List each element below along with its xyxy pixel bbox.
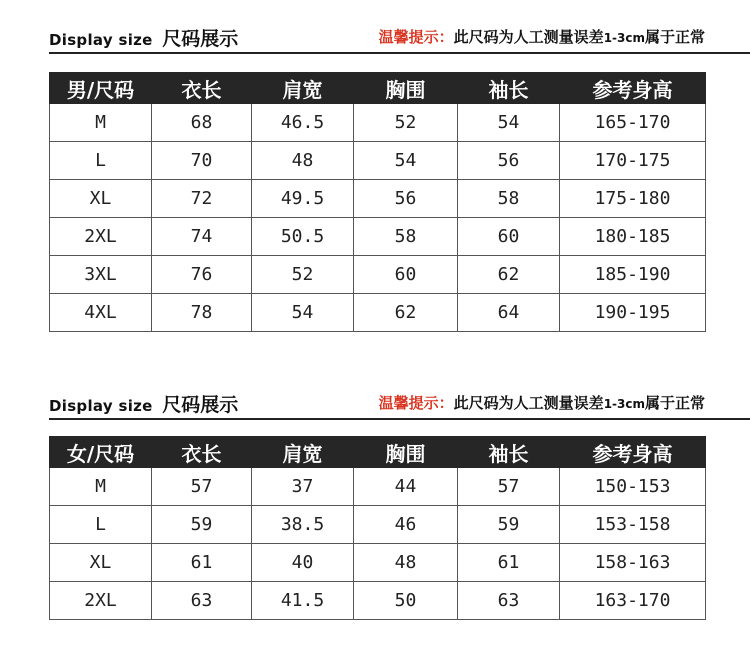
measurement-cell: 46 (354, 506, 458, 544)
measurement-cell: 158-163 (560, 544, 706, 582)
size-chart-women (49, 384, 705, 611)
chart-title (49, 390, 238, 417)
chart-title-zh: 尺码展示 (162, 28, 239, 50)
measurement-cell: 180-185 (560, 218, 706, 256)
measurement-cell: 40 (252, 544, 354, 582)
measurement-cell: 165-170 (560, 104, 706, 142)
measurement-cell: 63 (152, 582, 252, 620)
measurement-cell: 56 (354, 180, 458, 218)
table-row (50, 218, 706, 256)
measurement-cell: 185-190 (560, 256, 706, 294)
column-header: 肩宽 (252, 73, 354, 104)
table-header-row (50, 437, 706, 468)
tip-colon: ： (438, 28, 454, 46)
table-row (50, 468, 706, 506)
tip-text-a: 此尺码为人工测量误差 (453, 394, 604, 412)
size-table (49, 436, 706, 620)
measurement-cell: 59 (458, 506, 560, 544)
measurement-cell: 48 (252, 142, 354, 180)
measurement-cell: 56 (458, 142, 560, 180)
measurement-tip (379, 26, 705, 47)
tip-label: 温馨提示 (378, 394, 439, 412)
column-header: 参考身高 (560, 437, 706, 468)
measurement-cell: 54 (354, 142, 458, 180)
table-header-row (50, 73, 706, 104)
chart-title-en: Display size (49, 31, 153, 49)
measurement-cell: 57 (152, 468, 252, 506)
measurement-cell: 63 (458, 582, 560, 620)
tip-text-b: 1-3cm (603, 31, 645, 45)
size-cell: XL (50, 544, 152, 582)
measurement-cell: 170-175 (560, 142, 706, 180)
measurement-cell: 38.5 (252, 506, 354, 544)
measurement-cell: 48 (354, 544, 458, 582)
measurement-cell: 150-153 (560, 468, 706, 506)
measurement-cell: 52 (354, 104, 458, 142)
chart-title-en: Display size (49, 397, 153, 415)
header-divider (49, 52, 750, 54)
size-chart-header (49, 384, 705, 420)
measurement-cell: 49.5 (252, 180, 354, 218)
measurement-tip (379, 392, 705, 413)
tip-text-c: 属于正常 (644, 394, 705, 412)
size-chart-header (49, 18, 705, 54)
measurement-cell: 44 (354, 468, 458, 506)
measurement-cell: 54 (252, 294, 354, 332)
header-divider (49, 418, 750, 420)
size-cell: M (50, 104, 152, 142)
size-cell: 3XL (50, 256, 152, 294)
column-header: 衣长 (152, 437, 252, 468)
table-row (50, 506, 706, 544)
table-row (50, 294, 706, 332)
measurement-cell: 64 (458, 294, 560, 332)
measurement-cell: 57 (458, 468, 560, 506)
size-cell: L (50, 506, 152, 544)
size-cell: M (50, 468, 152, 506)
measurement-cell: 58 (354, 218, 458, 256)
tip-text-b: 1-3cm (603, 397, 645, 411)
measurement-cell: 163-170 (560, 582, 706, 620)
measurement-cell: 190-195 (560, 294, 706, 332)
measurement-cell: 60 (354, 256, 458, 294)
measurement-cell: 59 (152, 506, 252, 544)
measurement-cell: 175-180 (560, 180, 706, 218)
table-row (50, 544, 706, 582)
tip-label: 温馨提示 (378, 28, 439, 46)
tip-colon: ： (438, 394, 454, 412)
size-chart-men (49, 18, 705, 323)
size-cell: 2XL (50, 218, 152, 256)
measurement-cell: 68 (152, 104, 252, 142)
measurement-cell: 46.5 (252, 104, 354, 142)
measurement-cell: 62 (354, 294, 458, 332)
column-header: 胸围 (354, 73, 458, 104)
tip-text-c: 属于正常 (644, 28, 705, 46)
measurement-cell: 41.5 (252, 582, 354, 620)
measurement-cell: 50.5 (252, 218, 354, 256)
column-header: 参考身高 (560, 73, 706, 104)
column-header: 袖长 (458, 73, 560, 104)
column-header: 男/尺码 (50, 73, 152, 104)
table-row (50, 104, 706, 142)
table-row (50, 142, 706, 180)
measurement-cell: 61 (458, 544, 560, 582)
column-header: 肩宽 (252, 437, 354, 468)
size-cell: 4XL (50, 294, 152, 332)
measurement-cell: 60 (458, 218, 560, 256)
measurement-cell: 74 (152, 218, 252, 256)
measurement-cell: 62 (458, 256, 560, 294)
size-table (49, 72, 706, 332)
size-cell: 2XL (50, 582, 152, 620)
column-header: 衣长 (152, 73, 252, 104)
size-cell: XL (50, 180, 152, 218)
chart-title (49, 24, 238, 51)
table-row (50, 582, 706, 620)
column-header: 袖长 (458, 437, 560, 468)
table-row (50, 180, 706, 218)
size-cell: L (50, 142, 152, 180)
measurement-cell: 153-158 (560, 506, 706, 544)
table-row (50, 256, 706, 294)
measurement-cell: 50 (354, 582, 458, 620)
measurement-cell: 76 (152, 256, 252, 294)
measurement-cell: 58 (458, 180, 560, 218)
measurement-cell: 54 (458, 104, 560, 142)
column-header: 女/尺码 (50, 437, 152, 468)
measurement-cell: 37 (252, 468, 354, 506)
tip-text-a: 此尺码为人工测量误差 (453, 28, 604, 46)
column-header: 胸围 (354, 437, 458, 468)
measurement-cell: 72 (152, 180, 252, 218)
measurement-cell: 70 (152, 142, 252, 180)
measurement-cell: 78 (152, 294, 252, 332)
chart-title-zh: 尺码展示 (162, 394, 239, 416)
measurement-cell: 52 (252, 256, 354, 294)
measurement-cell: 61 (152, 544, 252, 582)
